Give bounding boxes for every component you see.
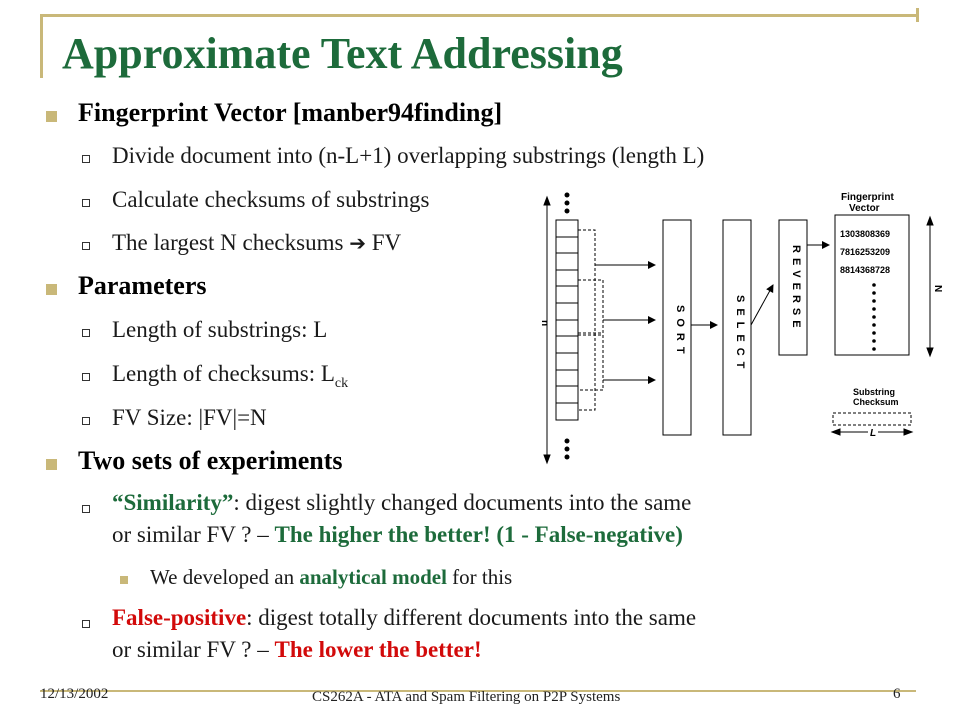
bullet-hollow — [82, 620, 90, 628]
input-arrows — [595, 265, 655, 380]
sub-item-length-checksums: Length of checksums: $L_{ck}$ — [112, 361, 349, 391]
fingerprint-title-1: Fingerprint — [841, 192, 894, 203]
reverse-label: REVERSE — [790, 245, 802, 333]
select-label: SELECT — [734, 295, 746, 375]
sliding-windows — [578, 230, 603, 410]
footer-date: 12/13/2002 — [40, 686, 109, 702]
bullet-small-square — [120, 576, 128, 584]
sub-item-calculate: Calculate checksums of substrings — [112, 187, 430, 212]
footer-course: CS262A - ATA and Spam Filtering on P2P Systems — [312, 689, 621, 705]
bullet-square — [46, 111, 57, 122]
frame-right-tick — [916, 8, 919, 22]
bullet-hollow — [82, 199, 90, 207]
item-experiments: Two sets of experiments — [78, 446, 343, 475]
ellipsis-top — [565, 193, 570, 214]
checksum-value: 8814368728 — [840, 265, 891, 275]
checksum-value: 1303808369 — [840, 229, 891, 239]
bullet-hollow — [82, 505, 90, 513]
bullet-square — [46, 284, 57, 295]
substring-checksum-box — [833, 413, 911, 425]
fingerprint-title-2: Vector — [849, 203, 880, 214]
substring-checksum-title-2: Checksum — [853, 397, 899, 407]
bullet-hollow — [82, 242, 90, 250]
fingerprint-diagram — [535, 185, 945, 470]
sub-item-similarity: “Similarity”: digest slightly changed documents into the same — [112, 490, 692, 515]
ellipsis-bottom — [565, 439, 570, 460]
substring-checksum-title-1: Substring — [853, 387, 895, 397]
bullet-square — [46, 459, 57, 470]
bullet-hollow — [82, 329, 90, 337]
vector-ellipsis — [872, 283, 876, 351]
item-parameters: Parameters — [78, 271, 207, 300]
footer-page-number: 6 — [893, 686, 901, 702]
bullet-hollow — [82, 155, 90, 163]
sub-item-false-positive: False-positive: digest totally different documents into the same — [112, 605, 697, 630]
item-fingerprint-vector: Fingerprint Vector [manber94finding] — [78, 98, 503, 127]
checksum-value: 7816253209 — [840, 247, 891, 257]
slide-title: Approximate Text Addressing — [62, 29, 623, 78]
sub-item-largest: The largest N checksums ➔ FV — [112, 230, 402, 255]
substring-cells — [556, 220, 578, 420]
n-dimension-arrow — [544, 197, 550, 463]
bullet-hollow — [82, 373, 90, 381]
bullet-hollow — [82, 417, 90, 425]
sub-item-length-substrings: Length of substrings: L — [112, 317, 328, 342]
sub-item-divide: Divide document into (n-L+1) overlapping substrings (length L) — [112, 143, 705, 168]
sub-item-similarity-cont: or similar FV ? – The higher the better! (1 - False-negative) — [112, 522, 683, 547]
L-label: L — [870, 428, 877, 439]
N-label: N — [932, 285, 943, 293]
frame-left-line — [40, 14, 43, 78]
sort-label: SORT — [674, 305, 686, 360]
n-label: n — [539, 320, 550, 327]
sub-sub-item-model: We developed an analytical model for this — [150, 565, 513, 589]
frame-top-line — [40, 14, 916, 17]
arrow-right-icon: ➔ — [349, 231, 366, 255]
sub-item-fv-size: FV Size: |FV|=N — [112, 405, 267, 430]
sub-item-false-positive-cont: or similar FV ? – The lower the better! — [112, 637, 482, 662]
